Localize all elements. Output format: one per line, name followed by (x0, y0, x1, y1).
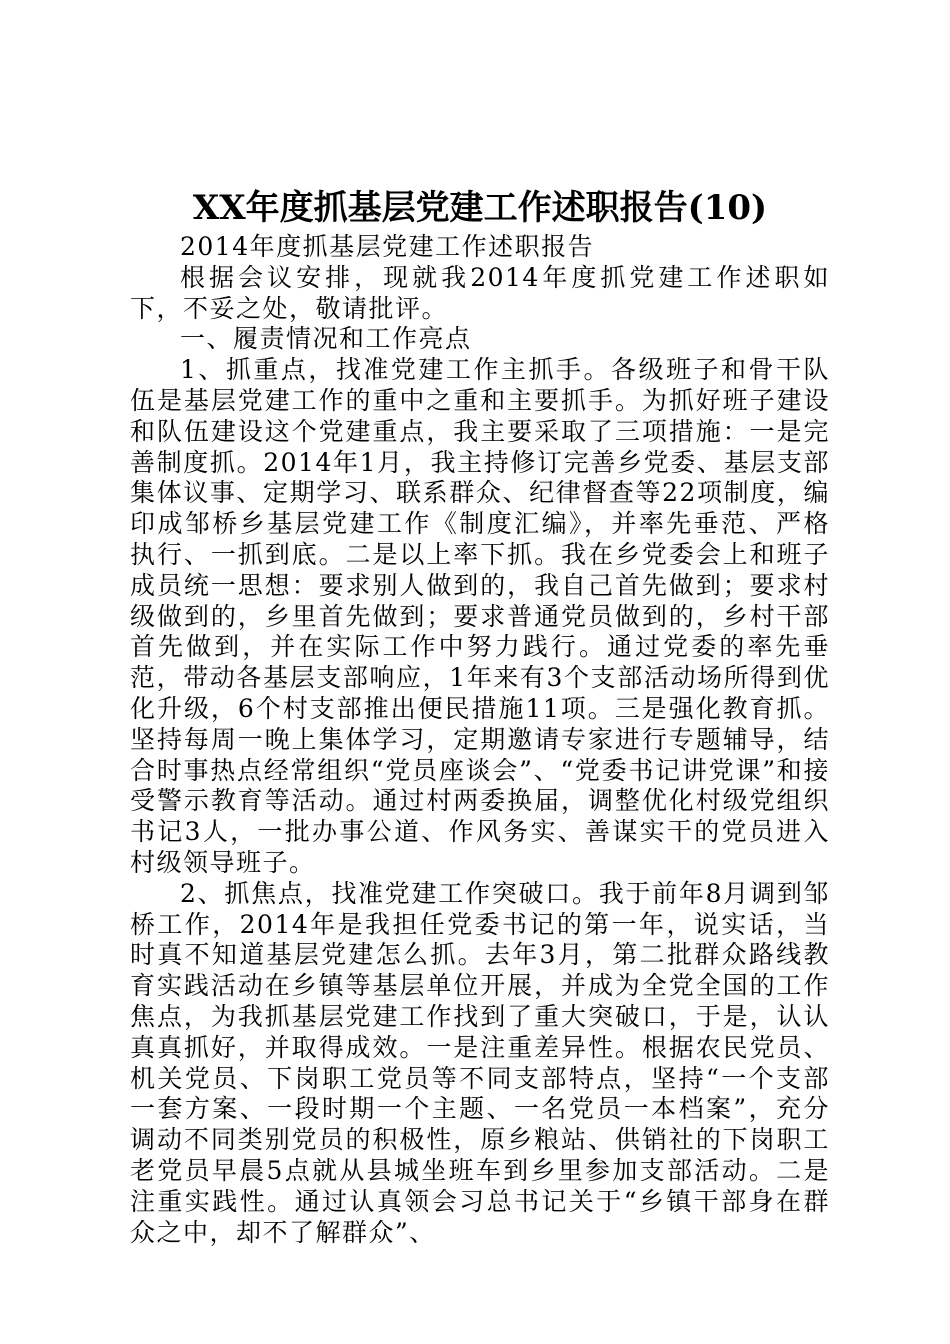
intro-paragraph: 根据会议安排，现就我2014年度抓党建工作述职如下，不妥之处，敬请批评。 (130, 262, 830, 323)
body-paragraph: 1、抓重点，找准党建工作主抓手。各级班子和骨干队伍是基层党建工作的重中之重和主要抓手。为抓好班子建设和队伍建设这个党建重点，我主要采取了三项措施：一是完善制度抓。2014年1月，我主持修订完善乡党委、基层支部集体议事、定期学习、联系群众、纪律督查等22项制度，编印成邹桥乡基层党建工作《制度汇编》，并率先垂范、严格执行、一抓到底。二是以上率下抓。我在乡党委会上和班子成员统一思想：要求别人做到的，我自己首先做到；要求村级做到的，乡里首先做到；要求普通党员做到的，乡村干部首先做到，并在实际工作中努力践行。通过党委的率先垂范，带动各基层支部响应，1年来有3个支部活动场所得到优化升级，6个村支部推出便民措施11项。三是强化教育抓。坚持每周一晚上集体学习，定期邀请专家进行专题辅导，结合时事热点经常组织“党员座谈会”、“党委书记讲党课”和接受警示教育等活动。通过村两委换届，调整优化村级党组织书记3人，一批办事公道、作风务实、善谋实干的党员进入村级领导班子。 (130, 355, 830, 877)
report-subtitle: 2014年度抓基层党建工作述职报告 (180, 232, 595, 261)
document-title: XX年度抓基层党建工作述职报告(10) (192, 188, 768, 228)
section-heading: 一、履责情况和工作亮点 (180, 324, 472, 354)
document-body (130, 232, 830, 1248)
body-paragraph: 2、抓焦点，找准党建工作突破口。我于前年8月调到邹桥工作，2014年是我担任党委书记的第一年，说实话，当时真不知道基层党建怎么抓。去年3月，第二批群众路线教育实践活动在乡镇等基层单位开展，并成为全党全国的工作焦点，为我抓基层党建工作找到了重大突破口，于是，认认真真抓好，并取得成效。一是注重差异性。根据农民党员、机关党员、下岗职工党员等不同支部特点，坚持“一个支部一套方案、一段时期一个主题、一名党员一本档案”，充分调动不同类别党员的积极性，原乡粮站、供销社的下岗职工老党员早晨5点就从县城坐班车到乡里参加支部活动。二是注重实践性。通过认真领会习总书记关于“乡镇干部身在群众之中，却不了解群众”、 (130, 878, 830, 1247)
